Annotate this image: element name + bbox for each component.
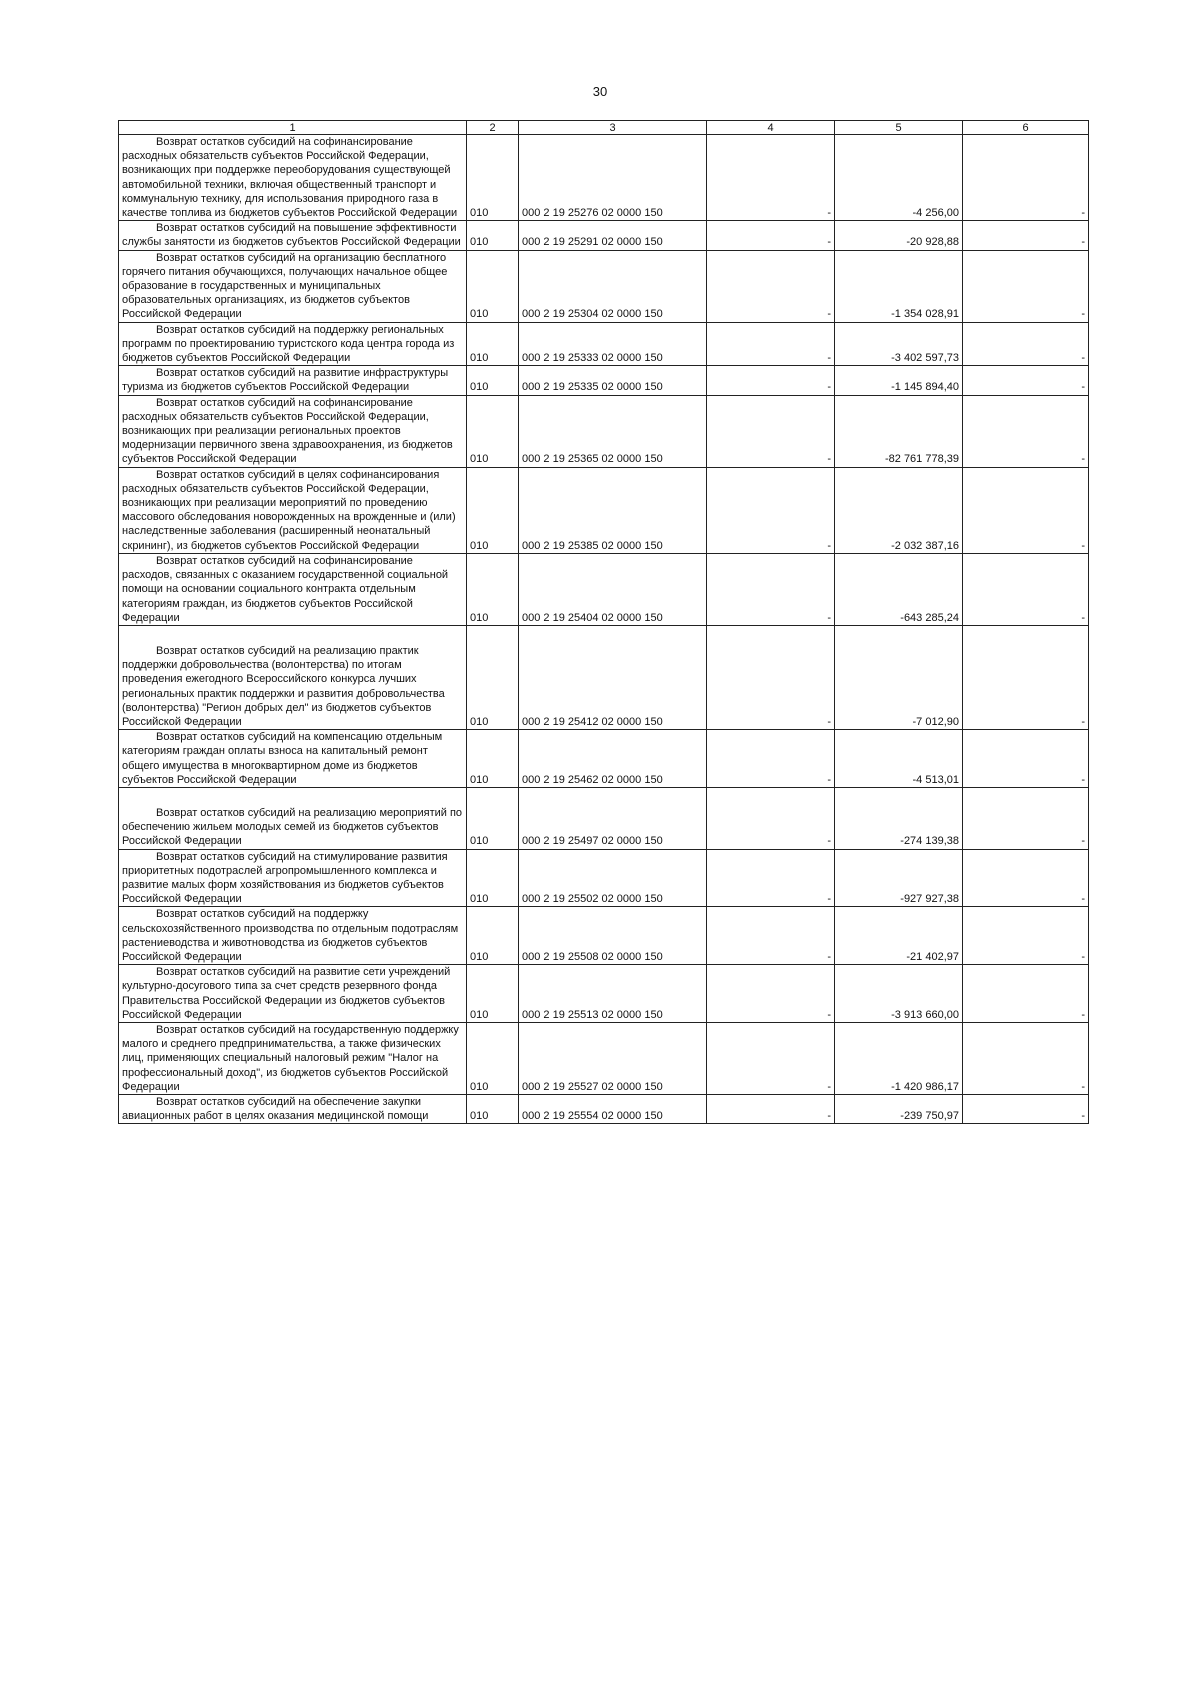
column-header-2: 2 [467,121,519,135]
table-row [119,787,1089,849]
row-col6: - [963,553,1089,625]
row-kbk: 000 2 19 25385 02 0000 150 [519,467,707,553]
row-kbk: 000 2 19 25527 02 0000 150 [519,1022,707,1094]
row-col4: - [707,366,835,395]
row-code: 010 [467,965,519,1023]
row-name-cell [119,467,467,553]
row-code: 010 [467,221,519,250]
budget-table [118,120,1089,1124]
row-col4: - [707,135,835,221]
row-code: 010 [467,1022,519,1094]
row-col6: - [963,250,1089,322]
row-name-cell [119,849,467,907]
row-code: 010 [467,1095,519,1124]
row-col6: - [963,907,1089,965]
row-col6: - [963,221,1089,250]
table-row [119,553,1089,625]
row-col6: - [963,467,1089,553]
row-col4: - [707,250,835,322]
row-col4: - [707,849,835,907]
row-amount: -1 145 894,40 [835,366,963,395]
row-kbk: 000 2 19 25513 02 0000 150 [519,965,707,1023]
row-code: 010 [467,135,519,221]
row-amount: -4 256,00 [835,135,963,221]
row-name-cell [119,250,467,322]
table-row [119,965,1089,1023]
row-col6: - [963,787,1089,849]
row-name-cell [119,366,467,395]
row-kbk: 000 2 19 25554 02 0000 150 [519,1095,707,1124]
row-code: 010 [467,849,519,907]
row-name: Возврат остатков субсидий в целях софинансирования расходных обязательств субъектов Российской Федерации, возникающих при реализации мероприятий по проведению массового обследования новорожденных на врожденные и (или) наследственные заболевания (расширенный неонатальный скрининг), из бюджетов субъектов Российской Федерации [122,468,456,552]
row-col6: - [963,965,1089,1023]
row-name: Возврат остатков субсидий на поддержку региональных программ по проектированию туристского кода центра города из бюджетов субъектов Российской Федерации [122,323,455,365]
header-row [119,121,1089,135]
row-kbk: 000 2 19 25333 02 0000 150 [519,322,707,366]
row-code: 010 [467,787,519,849]
table-row [119,366,1089,395]
row-name: Возврат остатков субсидий на софинансирование расходных обязательств субъектов Российской Федерации, возникающих при поддержке переоборудования существующей автомобильной техники, включая общественный транспорт и коммунальную технику, для использования природного газа в качестве топлива из бюджетов субъектов Российской Федерации [122,136,458,220]
table-row [119,467,1089,553]
table-row [119,322,1089,366]
row-amount: -82 761 778,39 [835,395,963,467]
row-name-cell [119,965,467,1023]
row-code: 010 [467,395,519,467]
table-row [119,730,1089,788]
row-name-cell [119,625,467,729]
row-kbk: 000 2 19 25462 02 0000 150 [519,730,707,788]
row-col6: - [963,625,1089,729]
row-amount: -643 285,24 [835,553,963,625]
row-col4: - [707,467,835,553]
row-name: Возврат остатков субсидий на софинансирование расходных обязательств субъектов Российской Федерации, возникающих при реализации региональных проектов модернизации первичного звена здравоохранения, из бюджетов субъектов Российской Федерации [122,396,453,466]
row-amount: -1 354 028,91 [835,250,963,322]
column-header-3: 3 [519,121,707,135]
row-code: 010 [467,366,519,395]
row-col6: - [963,1022,1089,1094]
row-col4: - [707,730,835,788]
table-row [119,625,1089,729]
row-amount: -21 402,97 [835,907,963,965]
row-name-cell [119,730,467,788]
row-kbk: 000 2 19 25497 02 0000 150 [519,787,707,849]
row-col4: - [707,625,835,729]
column-header-5: 5 [835,121,963,135]
table-row [119,907,1089,965]
row-amount: -20 928,88 [835,221,963,250]
row-col4: - [707,322,835,366]
row-code: 010 [467,625,519,729]
row-col6: - [963,849,1089,907]
row-code: 010 [467,250,519,322]
row-name-cell [119,322,467,366]
row-name-cell [119,553,467,625]
row-code: 010 [467,553,519,625]
row-name: Возврат остатков субсидий на поддержку сельскохозяйственного производства по отдельным подотраслям растениеводства и животноводства из бюджетов субъектов Российской Федерации [122,908,459,963]
row-kbk: 000 2 19 25412 02 0000 150 [519,625,707,729]
row-col4: - [707,221,835,250]
row-name: Возврат остатков субсидий на государственную поддержку малого и среднего предпринимательства, а также физических лиц, применяющих специальный налоговый режим "Налог на профессиональный доход", из бюджетов субъектов Российской Федерации [122,1023,459,1093]
row-name: Возврат остатков субсидий на повышение эффективности службы занятости из бюджетов субъектов Российской Федерации [122,222,461,249]
row-col4: - [707,553,835,625]
table-row [119,221,1089,250]
row-name-cell [119,907,467,965]
row-name: Возврат остатков субсидий на реализацию практик поддержки добровольчества (волонтерства) по итогам проведения ежегодного Всероссийского конкурса лучших региональных практик поддержки и развития добровольчества (волонтерства) "Регион добрых дел" из бюджетов субъектов Российской Федерации [122,644,445,728]
row-col6: - [963,730,1089,788]
row-col6: - [963,1095,1089,1124]
table-row [119,849,1089,907]
row-name: Возврат остатков субсидий на стимулирование развития приоритетных подотраслей агропромышленного комплекса и развитие малых форм хозяйствования из бюджетов субъектов Российской Федерации [122,850,448,906]
row-col6: - [963,135,1089,221]
row-name-cell [119,395,467,467]
row-amount: -4 513,01 [835,730,963,788]
row-amount: -1 420 986,17 [835,1022,963,1094]
row-kbk: 000 2 19 25502 02 0000 150 [519,849,707,907]
column-header-4: 4 [707,121,835,135]
row-amount: -274 139,38 [835,787,963,849]
row-code: 010 [467,322,519,366]
page-number: 30 [592,84,608,99]
row-name-cell [119,1022,467,1094]
column-header-6: 6 [963,121,1089,135]
row-name-cell [119,787,467,849]
row-col4: - [707,907,835,965]
row-col4: - [707,1022,835,1094]
row-kbk: 000 2 19 25304 02 0000 150 [519,250,707,322]
row-name: Возврат остатков субсидий на софинансирование расходов, связанных с оказанием государственной социальной помощи на основании социального контракта отдельным категориям граждан, из бюджетов субъектов Российской Федерации [122,554,449,624]
row-code: 010 [467,730,519,788]
table-row [119,1022,1089,1094]
row-kbk: 000 2 19 25276 02 0000 150 [519,135,707,221]
row-col4: - [707,395,835,467]
table-row [119,1095,1089,1124]
row-code: 010 [467,467,519,553]
row-name-cell [119,1095,467,1124]
row-name: Возврат остатков субсидий на развитие сети учреждений культурно-досугового типа за счет средств резервного фонда Правительства Российской Федерации из бюджетов субъектов Российской Федерации [122,966,451,1021]
row-name: Возврат остатков субсидий на реализацию мероприятий по обеспечению жильем молодых семей из бюджетов субъектов Российской Федерации [122,806,463,848]
row-code: 010 [467,907,519,965]
row-amount: -3 913 660,00 [835,965,963,1023]
row-col6: - [963,322,1089,366]
row-kbk: 000 2 19 25291 02 0000 150 [519,221,707,250]
row-amount: -7 012,90 [835,625,963,729]
row-name-cell [119,135,467,221]
column-header-1: 1 [119,121,467,135]
row-amount: -927 927,38 [835,849,963,907]
row-kbk: 000 2 19 25508 02 0000 150 [519,907,707,965]
row-name: Возврат остатков субсидий на развитие инфраструктуры туризма из бюджетов субъектов Российской Федерации [122,367,449,394]
row-col4: - [707,787,835,849]
row-col4: - [707,1095,835,1124]
row-col4: - [707,965,835,1023]
row-amount: -3 402 597,73 [835,322,963,366]
row-col6: - [963,395,1089,467]
row-amount: -239 750,97 [835,1095,963,1124]
row-amount: -2 032 387,16 [835,467,963,553]
table-row [119,135,1089,221]
row-name-cell [119,221,467,250]
row-col6: - [963,366,1089,395]
table-row [119,250,1089,322]
row-kbk: 000 2 19 25335 02 0000 150 [519,366,707,395]
table-row [119,395,1089,467]
row-name: Возврат остатков субсидий на обеспечение закупки авиационных работ в целях оказания медицинской помощи [122,1096,429,1123]
row-name: Возврат остатков субсидий на компенсацию отдельным категориям граждан оплаты взноса на капитальный ремонт общего имущества в многоквартирном доме из бюджетов субъектов Российской Федерации [122,731,443,786]
row-name: Возврат остатков субсидий на организацию бесплатного горячего питания обучающихся, получающих начальное общее образование в государственных и муниципальных образовательных организациях, из бюджетов субъектов Российской Федерации [122,251,448,321]
row-kbk: 000 2 19 25365 02 0000 150 [519,395,707,467]
row-kbk: 000 2 19 25404 02 0000 150 [519,553,707,625]
